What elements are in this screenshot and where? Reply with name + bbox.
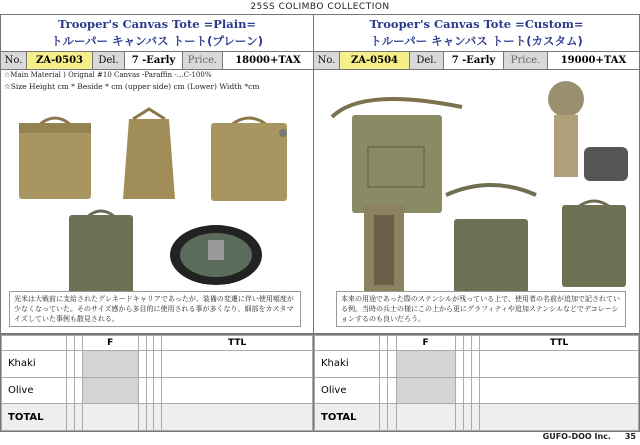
brand-name: GUFO-DOO Inc. (542, 432, 611, 441)
ttl-header: TTL (162, 336, 313, 351)
info-row (314, 51, 639, 70)
row-label: Olive (315, 377, 380, 404)
price-label: Price. (504, 52, 548, 69)
size-header: F (396, 336, 455, 351)
price-value: 18000+TAX (223, 52, 313, 69)
description-note: 本来の用途であった際のステンシルが残っている上で、使用者の名前が追加で記されている例。当時の兵士の様にこの上から更にグラフィティや追加ステンシルなどでデコレーションするのも良いだろう。 (336, 291, 626, 327)
tote-olive-stencil-image (554, 195, 634, 290)
tote-olive-image (61, 205, 141, 297)
tote-back-image (199, 113, 299, 203)
price-label: Price. (183, 52, 223, 69)
row-label: Khaki (315, 351, 380, 378)
collection-header: 25SS COLIMBO COLLECTION (250, 2, 390, 12)
product-panel-plain (0, 14, 314, 334)
product-code: ZA-0503 (27, 52, 93, 69)
no-label: No. (314, 52, 340, 69)
strap-detail-image (544, 77, 634, 187)
tote-front-image (9, 113, 101, 201)
tote-olive-strap-image (436, 175, 546, 295)
product-code: ZA-0504 (340, 52, 410, 69)
title-en: Trooper's Canvas Tote =Custom= (369, 17, 584, 31)
title-en: Trooper's Canvas Tote =Plain= (57, 17, 257, 31)
tote-inside-image (166, 220, 266, 290)
total-label: TOTAL (2, 404, 67, 431)
description-note: 光米は大戦前に支給されたグレネードキャリアであったが、装備の変遷に伴い使用頻度が少なくなっていた。そのサイズ感から多目的に使用される事が多くなり、細部をカスタマイズしていた事例も散見される。 (9, 291, 301, 327)
row-label: Khaki (2, 351, 67, 378)
no-label: No. (1, 52, 27, 69)
size-header: F (82, 336, 138, 351)
title-jp: トルーパー キャンバス トート(プレーン) (51, 34, 263, 48)
del-label: Del. (93, 52, 125, 69)
del-label: Del. (410, 52, 444, 69)
del-value: 7 -Early (444, 52, 504, 69)
del-value: 7 -Early (125, 52, 183, 69)
spec-material: ☆Main Material ) Orignal #10 Canvas -Paraffin -…C-100% (4, 71, 212, 79)
tote-side-image (119, 107, 179, 203)
page-number: 35 (624, 432, 636, 441)
handle-detail-image (354, 205, 414, 295)
order-table-plain (0, 334, 314, 432)
order-table-custom (313, 334, 640, 432)
footer (543, 432, 636, 441)
row-label: Olive (2, 377, 67, 404)
product-panel-custom (313, 14, 640, 334)
price-value: 19000+TAX (548, 52, 639, 69)
info-row (1, 51, 313, 70)
spec-size: ☆Size Height cm * Beside * cm (upper side) cm (Lower) Width *cm (4, 82, 260, 91)
ttl-header: TTL (480, 336, 639, 351)
title-jp: トルーパー キャンバス トート(カスタム) (370, 34, 583, 48)
total-label: TOTAL (315, 404, 380, 431)
